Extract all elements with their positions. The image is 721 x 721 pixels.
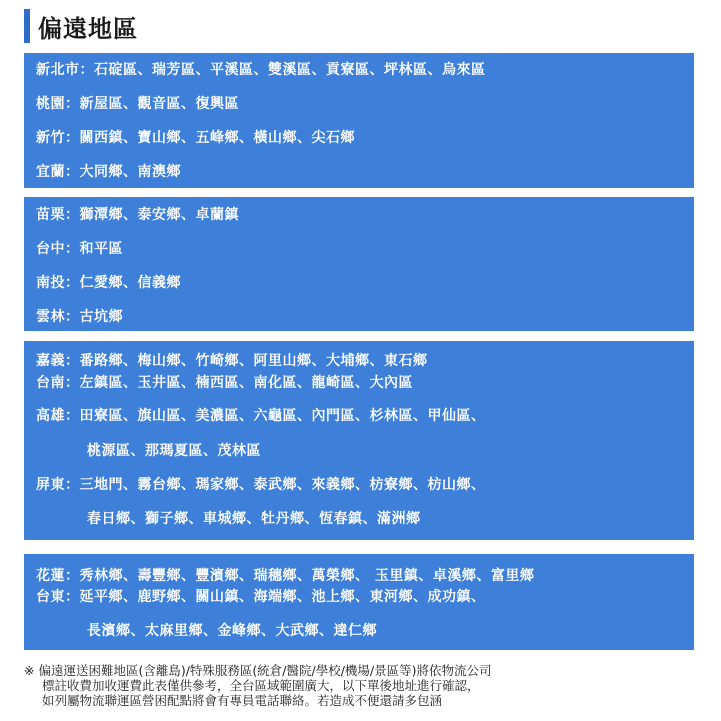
region-row: 桃園：新屋區、觀音區、復興區 <box>36 96 239 112</box>
page-title-text: 偏遠地區 <box>38 14 138 43</box>
region-row: 花蓮：秀林鄉、壽豐鄉、豐濱鄉、瑞穗鄉、萬榮鄉、 玉里鎮、卓溪鄉、富里鄉 <box>36 568 535 584</box>
region-row: 雲林：古坑鄉 <box>36 309 123 325</box>
region-row: 南投：仁愛鄉、信義鄉 <box>36 275 181 291</box>
region-row: 宜蘭：大同鄉、南澳鄉 <box>36 164 181 180</box>
region-row: 台中：和平區 <box>36 241 123 257</box>
region-row: 苗栗：獅潭鄉、泰安鄉、卓蘭鎮 <box>36 207 239 223</box>
footnote-line: ※ 偏遠運送困難地區(含離島)/特殊服務區(統倉/醫院/學校/機場/景區等)將依物流公司 <box>24 663 492 678</box>
region-block-east <box>24 554 694 650</box>
region-row-continued: 桃源區、那瑪夏區、茂林區 <box>87 443 261 459</box>
footnote <box>24 663 704 708</box>
region-row: 嘉義：番路鄉、梅山鄉、竹崎鄉、阿里山鄉、大埔鄉、東石鄉 <box>36 353 428 369</box>
region-row-continued: 長濱鄉、太麻里鄉、金峰鄉、大武鄉、達仁鄉 <box>87 623 377 639</box>
region-block-south <box>24 341 694 540</box>
region-row: 台南：左鎮區、玉井區、楠西區、南化區、龍崎區、大內區 <box>36 375 413 391</box>
region-row: 新北市：石碇區、瑞芳區、平溪區、雙溪區、貢寮區、坪林區、烏來區 <box>36 62 486 78</box>
footnote-line: 如列屬物流聯運區營困配點將會有專員電話聯絡。若造成不便還請多包涵 <box>42 693 443 708</box>
region-block-central <box>24 197 694 331</box>
region-row-continued: 春日鄉、獅子鄉、車城鄉、牡丹鄉、恆春鎮、滿洲鄉 <box>87 511 421 527</box>
page-title <box>24 8 138 44</box>
title-accent-bar <box>24 9 30 43</box>
region-row: 屏東：三地門、霧台鄉、瑪家鄉、泰武鄉、來義鄉、枋寮鄉、枋山鄉、 <box>36 477 486 493</box>
region-row: 台東：延平鄉、鹿野鄉、關山鎮、海端鄉、池上鄉、東河鄉、成功鎮、 <box>36 589 486 605</box>
region-row: 新竹：關西鎮、寶山鄉、五峰鄉、橫山鄉、尖石鄉 <box>36 130 355 146</box>
footnote-line: 標註收費加收運費此表僅供參考，全台區域範圍廣大，以下單後地址進行確認， <box>42 678 480 693</box>
region-row: 高雄：田寮區、旗山區、美濃區、六龜區、內門區、杉林區、甲仙區、 <box>36 408 486 424</box>
region-block-north <box>24 53 694 188</box>
